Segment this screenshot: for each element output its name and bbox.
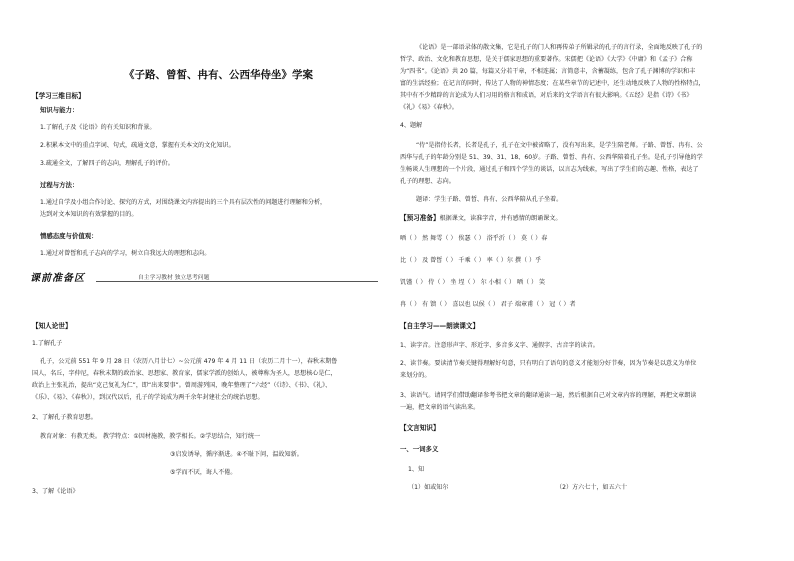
lunyu-line: 其中有不少精辟的言论成为人们习用的格言和成语，对后来的文学语言有很大影响。《五经》是指《诗》《书》 bbox=[400, 92, 693, 99]
education-line: ⑤学而不厌，诲人不倦。 bbox=[170, 469, 237, 476]
polysemy-item: 1、知 bbox=[408, 466, 425, 473]
process-line: 达到对文本知识的有效掌握的目的。 bbox=[40, 211, 138, 218]
self-study-heading: 【自主学习——朗读课文】 bbox=[400, 322, 480, 330]
wenyan-heading: 【文言知识】 bbox=[400, 424, 440, 432]
self-study-item: 1、读字音。注意形声字、形近字、多音多义字、通假字、古音字的读音。 bbox=[400, 342, 599, 349]
left-column bbox=[28, 0, 378, 561]
tijie-translation: 题译：学生子路、曾皙、冉有、公西华陪从孔子坐着。 bbox=[416, 196, 563, 203]
self-study-item: 3、读语气。请同学们借助翻译参考书把文章的翻译通读一遍，然后根据自己对文章内容的理解，再把文章朗读 bbox=[400, 392, 697, 399]
education-line: 教育对象：有教无类。 教学特点：①因材施教，教学相长。②学思结合，知行统一 bbox=[40, 433, 261, 440]
prep-text: 根据课文，读准字音，并有感情的朗诵课文。 bbox=[439, 215, 562, 222]
tijie-line: 西华与孔子的年龄分别是 51、39、31、18、60岁。子路、曾皙、冉有、公西华陪着孔子坐。是孔子引导他的学 bbox=[400, 154, 703, 161]
item-lunyu: 3、了解《论语》 bbox=[32, 488, 79, 495]
knowledge-item: 1.了解孔子及《论语》的有关知识和背景。 bbox=[40, 124, 156, 131]
process-heading: 过程与方法： bbox=[40, 181, 79, 189]
lunyu-line: 为“四书”。《论语》共 20 篇，每篇又分若干章，不相连属；言简意丰，含蓄凝练，包含了孔子渊博的学识和丰 bbox=[400, 68, 696, 75]
emotion-heading: 情感态度与价值观： bbox=[40, 232, 98, 240]
item-tijie: 4、题解 bbox=[400, 122, 423, 129]
confucius-line: 政治上主张礼治，提出“克己复礼为仁”，即“出来要事”。曾周游列国，晚年整理了“六经”（《诗》、《书》、《礼》、 bbox=[32, 382, 332, 389]
confucius-line: 《乐》、《易》、《春秋》），到汉代以后，孔子的学说成为两千余年封建社会的统治思想。 bbox=[32, 394, 264, 401]
knowledge-item: 3.疏通全文，了解四子的志向，理解孔子的评价。 bbox=[40, 160, 174, 167]
self-study-item: 2、读节奏。要读清节奏关键得理解好句意，只有明白了语句的意义才能划分好节奏，因为节奏是以意义为单位 bbox=[400, 360, 697, 367]
banner-subtitle: 自主学习教材 独立思考问题 bbox=[138, 275, 210, 281]
tijie-line: 孔子的理想、志向。 bbox=[400, 178, 455, 185]
lunyu-line: 《礼》《易》《春秋》。 bbox=[400, 104, 458, 111]
lunyu-line: 哲学、政治、文化和教育思想，是关于儒家思想的重要著作。宋儒把《论语》《大学》《中庸》和《孟子》合称 bbox=[400, 56, 693, 63]
knowledge-item: 2.积累本文中的重点字词、句式，疏通文意，掌握有关本文的文化知识。 bbox=[40, 142, 235, 149]
self-study-item: 来划分的。 bbox=[400, 372, 431, 379]
banner bbox=[28, 273, 378, 285]
tijie-line: 生畅谈人生理想的一个片段，通过孔子和四个学生的谈话，以言志为线索，写出了学生们的志趣、性格，表达了 bbox=[400, 166, 699, 173]
polysemy-heading: 一、一词多义 bbox=[400, 445, 439, 453]
polysemy-example: （1）如或知尔 bbox=[408, 484, 449, 491]
prep-heading: 【预习准备】 bbox=[400, 214, 440, 222]
pronunciation-row: 饥馑（ ） 侍（ ） 坐 埕（ ） 尔 小相（ ） 哂（ ） 笑 bbox=[400, 279, 546, 286]
pronunciation-row: 比（ ） 及 曾皙（ ） 千乘（ ） 率（ ）尔 撰（ ）乎 bbox=[400, 257, 542, 264]
confucius-line: 孔子，公元前 551 年 9 月 28 日（农历八月廿七）~公元前 479 年 4 月 11 日（农历二月十一），春秋末期鲁 bbox=[40, 358, 338, 365]
goals-heading: 【学习三维目标】 bbox=[32, 92, 85, 100]
process-line: 1.通过自学及小组合作讨论、探究的方式，对围绕课文内容提出的三个具有层次性的问题进行理解和分析， bbox=[40, 199, 327, 206]
lunyu-line: 《论语》是一部语录体的散文集，它是孔子的门人和再传弟子所辑录的孔子的言行录，全面地反映了孔子的 bbox=[416, 44, 703, 51]
knowledge-section-heading: 【知人论世】 bbox=[32, 322, 72, 330]
lunyu-line: 富的生活经验；在记言的同时，传达了人物的神情态度；在某些章节的记述中，还生动地反映了人物的性格特点， bbox=[400, 80, 705, 87]
knowledge-heading: 知识与能力： bbox=[40, 106, 79, 114]
confucius-line: 国人，名丘，字仲尼，春秋末期的政治家、思想家、教育家，儒家学派的创始人，被尊称为圣人，思想核心是仁， bbox=[32, 370, 337, 377]
emotion-item: 1.通过对曾皙和孔子志向的学习，树立自我远大的理想和志向。 bbox=[40, 250, 211, 257]
tijie-line: “侍”是指侍长者，长者是孔子，孔子在文中被省略了，没有写出来，是学生陪老师。子路、曾皙、冉有、公 bbox=[416, 142, 703, 149]
page-title: 《子路、曾皙、冉有、公西华侍坐》学案 bbox=[124, 69, 313, 81]
pronunciation-row: 冉（ ） 有 馈（ ） 喜以也 以侯（ ） 君子 端章甫（ ） 冠（ ）者 bbox=[400, 301, 576, 308]
item-confucius: 1.了解孔子 bbox=[32, 340, 63, 347]
item-education: 2、了解孔子教育思想。 bbox=[32, 414, 97, 421]
education-line: ③启发诱导，循序渐进。④不耻下问，温故知新。 bbox=[170, 451, 303, 458]
right-column bbox=[398, 0, 770, 561]
self-study-item: 一遍，把文章的语气读出来。 bbox=[400, 404, 480, 411]
pronunciation-row: 哂（ ） 然 舞雩（ ） 俟瑟（ ） 浴乎沂（ ） 莫（ ）春 bbox=[400, 235, 548, 242]
banner-title: 课前准备区 bbox=[30, 273, 85, 284]
prep-section bbox=[400, 214, 561, 223]
polysemy-example: （2）方六七十，如五六十 bbox=[556, 484, 627, 491]
